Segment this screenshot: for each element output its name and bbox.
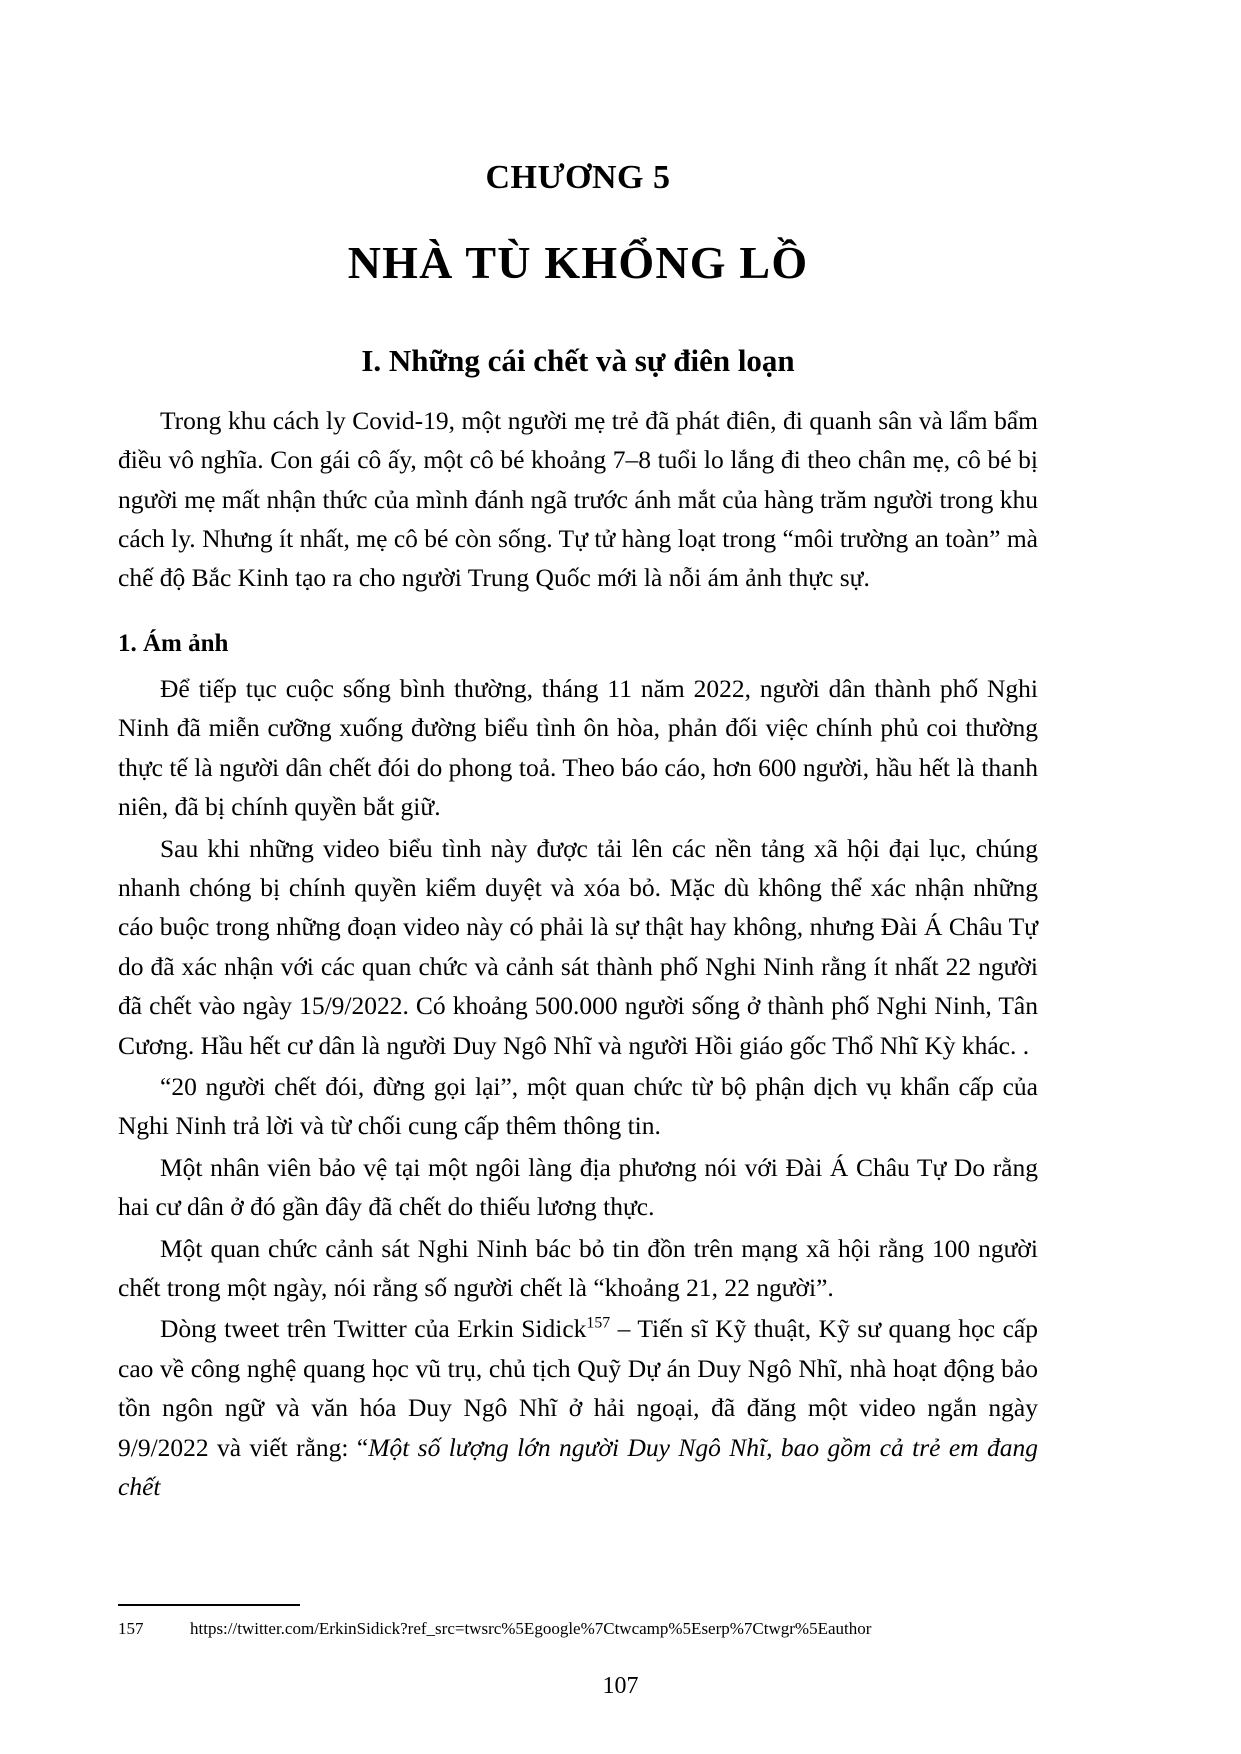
paragraph-text-before-ref: Dòng tweet trên Twitter của Erkin Sidick — [160, 1314, 587, 1344]
chapter-title: NHÀ TÙ KHỔNG LỒ — [347, 236, 809, 288]
footnote-number: 157 — [118, 1619, 144, 1638]
paragraph: Sau khi những video biểu tình này được tải lên các nền tảng xã hội đại lục, chúng nhanh chóng bị chính quyền kiểm duyệt và xóa bỏ. Mặc dù không thể xác nhận những cáo buộc trong những đoạn video này có phải là sự thật hay không, nhưng Đài Á Châu Tự do đã xác nhận với các quan chức và cảnh sát thành phố Nghi Ninh rằng ít nhất 22 người đã chết vào ngày 15/9/2022. Có khoảng 500.000 người sống ở thành phố Nghi Ninh, Tân Cương. Hầu hết cư dân là người Duy Ngô Nhĩ và người Hồi giáo gốc Thổ Nhĩ Kỳ khác. . — [118, 833, 1038, 1060]
paragraph: Một quan chức cảnh sát Nghi Ninh bác bỏ tin đồn trên mạng xã hội rằng 100 người chết trong một ngày, nói rằng số người chết là “khoảng 21, 22 người”. — [118, 1233, 1038, 1302]
paragraph: Trong khu cách ly Covid-19, một người mẹ trẻ đã phát điên, đi quanh sân và lẩm bẩm điều vô nghĩa. Con gái cô ấy, một cô bé khoảng 7–8 tuổi lo lắng đi theo chân mẹ, cô bé bị người mẹ mất nhận thức của mình đánh ngã trước ánh mắt của hàng trăm người trong khu cách ly. Nhưng ít nhất, mẹ cô bé còn sống. Tự tử hàng loạt trong “môi trường an toàn” mà chế độ Bắc Kinh tạo ra cho người Trung Quốc mới là nỗi ám ảnh thực sự. — [118, 405, 1038, 593]
paragraph-with-footnote-ref — [118, 1309, 1038, 1506]
section-title: I. Những cái chết và sự điên loạn — [361, 342, 795, 378]
page-number: 107 — [602, 1673, 639, 1699]
subsection-title: 1. Ám ảnh — [118, 629, 229, 657]
paragraph: “20 người chết đói, đừng gọi lại”, một quan chức từ bộ phận dịch vụ khẩn cấp của Nghi Ninh trả lời và từ chối cung cấp thêm thông tin. — [118, 1071, 1038, 1141]
footnote-reference-157[interactable]: 157 — [586, 1314, 611, 1332]
paragraph-text-after-ref: – Tiến sĩ Kỹ thuật, Kỹ sư quang học cấp cao về công nghệ quang học vũ trụ, chủ tịch Quỹ Dự án Duy Ngô Nhĩ, nhà hoạt động bảo tồn ngôn ngữ và văn hóa Duy Ngô Nhĩ ở hải ngoại, đã đăng một video ngắn ngày 9/9/2022 và viết rằng: “ — [118, 1314, 1038, 1462]
footnote-url[interactable]: https://twitter.com/ErkinSidick?ref_src=twsrc%5Egoogle%7Ctwcamp%5Eserp%7Ctwgr%5Eauthor — [190, 1619, 872, 1638]
footnote-area — [118, 1604, 1038, 1640]
quoted-italic-text: Một số lượng lớn người Duy Ngô Nhĩ, bao gồm cả trẻ em đang chết — [118, 1432, 1038, 1501]
paragraph: Một nhân viên bảo vệ tại một ngôi làng địa phương nói với Đài Á Châu Tự Do rằng hai cư dân ở đó gần đây đã chết do thiếu lương thực. — [118, 1152, 1038, 1222]
footnote-item — [118, 1618, 1038, 1640]
paragraph: Để tiếp tục cuộc sống bình thường, tháng 11 năm 2022, người dân thành phố Nghi Ninh đã miễn cưỡng xuống đường biểu tình ôn hòa, phản đối việc chính phủ coi thường thực tế là người dân chết đói do phong toả. Theo báo cáo, hơn 600 người, hầu hết là thanh niên, đã bị chính quyền bắt giữ. — [118, 674, 1038, 822]
footnote-separator-rule — [118, 1604, 300, 1606]
page-content — [118, 158, 1038, 1506]
chapter-label: CHƯƠNG 5 — [485, 159, 671, 196]
